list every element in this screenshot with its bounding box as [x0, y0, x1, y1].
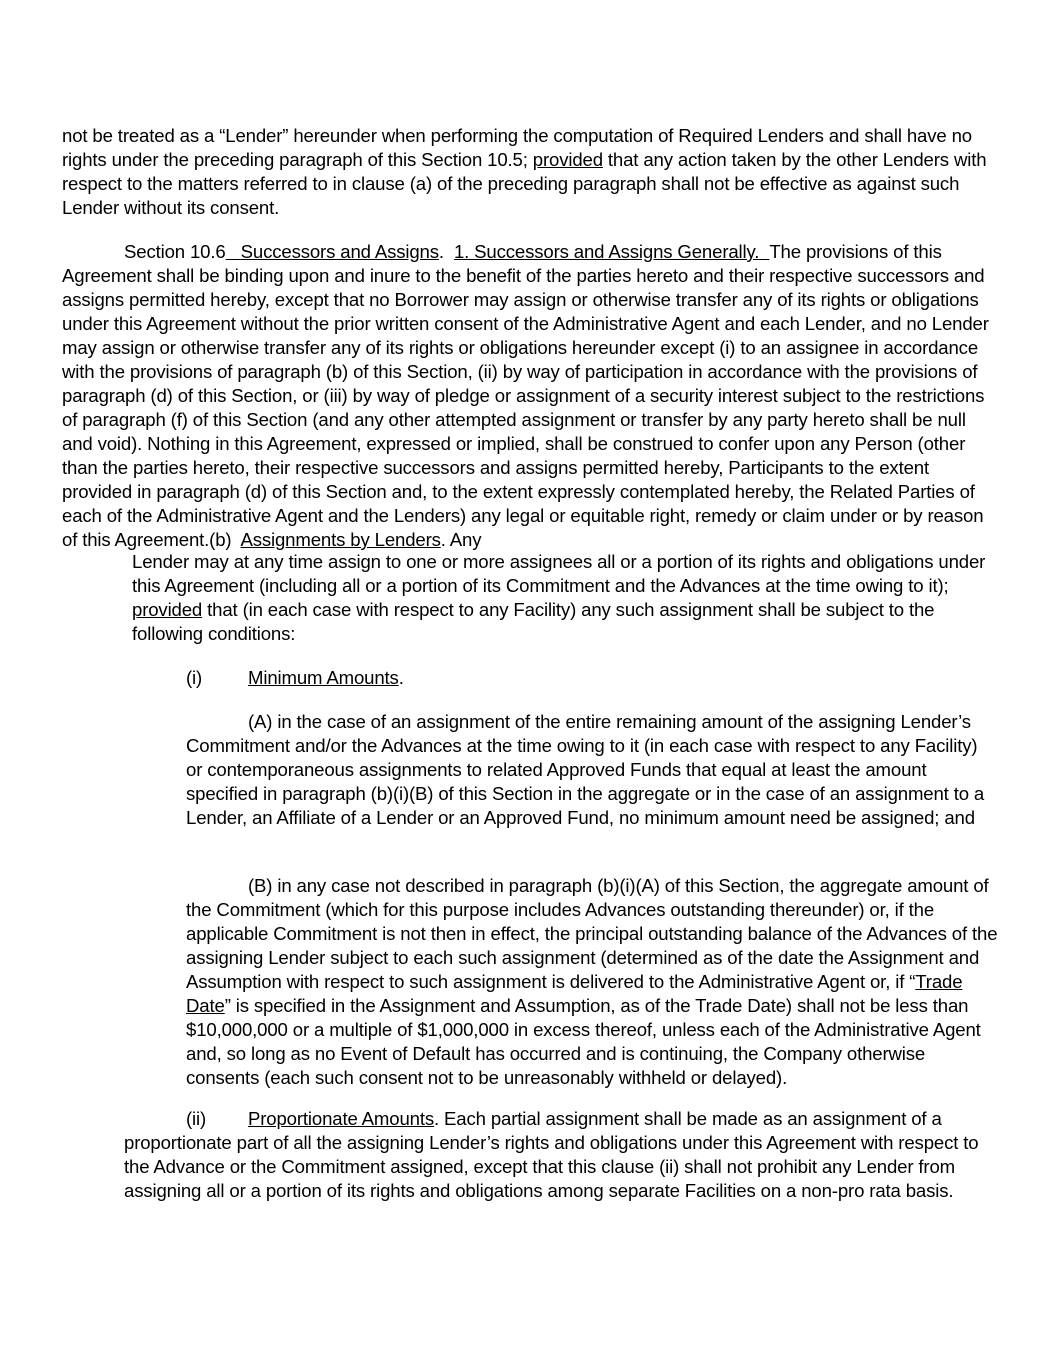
clause-ii	[124, 1107, 998, 1203]
clause-A	[186, 710, 998, 830]
section-title	[226, 241, 439, 262]
p1-provided: provided	[532, 149, 603, 170]
p1-text: not be treated as a “Lender” hereunder when performing the computation of Required Lenders and shall have no rights under the preceding paragraph of this Section 10.5;	[62, 125, 972, 170]
clause-i-title: Minimum Amounts	[248, 667, 399, 688]
section-number: Section 10.6	[124, 241, 226, 262]
p3-text: Lender may at any time assign to one or more assignees all or a portion of its rights and obligations under this Agreement (including all or a portion of its Commitment and the Advances at the time owing to it);	[132, 551, 986, 596]
subsection-1-title: 1. Successors and Assigns Generally.	[453, 241, 760, 262]
clause-ii-text: . Each partial assignment shall be made as an assignment of a proportionate part of all the assigning Lender’s rights and obligations under this Agreement with respect to the Advance or the Commitment assigned, except that this clause (ii) shall not prohibit any Lender from assigning all or a portion of its rights and obligations among separate Facilities on a non-pro rata basis.	[124, 1108, 979, 1201]
clause-i-label: (i)	[186, 667, 203, 688]
clause-B-trade-date: Trade Date	[186, 971, 963, 1016]
clause-B	[186, 874, 998, 1090]
p2-b-tail: . Any	[440, 529, 482, 550]
clause-B-text-1: (B) in any case not described in paragraph (b)(i)(A) of this Section, the aggregate amount of the Commitment (which for this purpose includes Advances outstanding thereunder) or, if the applicable Commitment is not then in effect, the principal outstanding balance of the Advances of the assigning Lender subject to each such assignment (determined as of the date the Assignment and Assumption with respect to such assignment is delivered to the Administrative Agent or, if “	[186, 875, 998, 992]
clause-i-heading: (i) Minimum Amounts.	[186, 667, 404, 688]
clause-ii-label: (ii)	[186, 1108, 207, 1129]
p3-provided: provided	[132, 599, 203, 620]
p1-rest: that any action taken by the other Lenders with respect to the matters referred to in clause (a) of the preceding paragraph shall not be effective as against such Lender without its consent.	[62, 149, 987, 218]
paragraph-section-10-6: Section 10.6 Successors and Assigns. 1. Successors and Assigns Generally. The provisions of this Agreement shall be binding upon and inure to the benefit of the parties hereto and their respective successors and assigns permitted hereby, except that no Borrower may assign or otherwise transfer any of its rights or obligations under this Agreement without the prior written consent of the Administrative Agent and each Lender, and no Lender may assign or otherwise transfer any of its rights or obligations hereunder except (i) to an assignee in accordance with the provisions of paragraph (b) of this Section, (ii) by way of participation in accordance with the provisions of paragraph (d) of this Section, or (iii) by way of pledge or assignment of a security interest subject to the restrictions of paragraph (f) of this Section (and any other attempted assignment or transfer by any party hereto shall be null and void). Nothing in this Agreement, expressed or implied, shall be construed to confer upon any Person (other than the parties hereto, their respective successors and assigns permitted hereby, Participants to the extent provided in paragraph (d) of this Section and, to the extent expressly contemplated hereby, the Related Parties of each of the Administrative Agent and the Lenders) any legal or equitable right, remedy or claim under or by reason of this Agreement.(b) Assignments by Lenders. Any	[62, 241, 989, 550]
p2-text: The provisions of this Agreement shall be binding upon and inure to the benefit of the parties hereto and their respective successors and assigns permitted hereby, except that no Borrower may assign or otherwise transfer any of its rights or obligations under this Agreement without the prior written consent of the Administrative Agent and each Lender, and no Lender may assign or otherwise transfer any of its rights or obligations hereunder except (i) to an assignee in accordance with the provisions of paragraph (b) of this Section, (ii) by way of participation in accordance with the provisions of paragraph (d) of this Section, or (iii) by way of pledge or assignment of a security interest subject to the restrictions of paragraph (f) of this Section (and any other attempted assignment or transfer by any party hereto shall be null and void). Nothing in this Agreement, expressed or implied, shall be construed to confer upon any Person (other than the parties hereto, their respective successors and assigns permitted hereby, Participants to the extent provided in paragraph (d) of this Section and, to the extent expressly contemplated hereby, the Related Parties of each of the Administrative Agent and the Lenders) any legal or equitable right, remedy or claim under or by reason of this Agreement.(b)	[62, 241, 989, 550]
p3-rest: that (in each case with respect to any Facility) any such assignment shall be subject to the following conditions:	[132, 599, 935, 644]
subsection-b-title: Assignments by Lenders	[240, 529, 441, 550]
section-title-text: Successors and Assigns	[240, 241, 439, 262]
clause-B-text-2: ” is specified in the Assignment and Assumption, as of the Trade Date) shall not be less than $10,000,000 or a multiple of $1,000,000 in excess thereof, unless each of the Administrative Agent and, so long as no Event of Default has occurred and is continuing, the Company otherwise consents (each such consent not to be unreasonably withheld or delayed).	[186, 995, 981, 1088]
clause-ii-title: Proportionate Amounts	[248, 1108, 435, 1129]
paragraph-assignments	[132, 550, 1002, 646]
paragraph-lender-consent	[62, 124, 992, 220]
clause-A-text: (A) in the case of an assignment of the entire remaining amount of the assigning Lender’s Commitment and/or the Advances at the time owing to it (in each case with respect to any Facility) or contemporaneous assignments to related Approved Funds that equal at least the amount specified in paragraph (b)(i)(B) of this Section in the aggregate or in the case of an assignment to a Lender, an Affiliate of a Lender or an Approved Fund, no minimum amount need be assigned; and	[186, 711, 985, 828]
